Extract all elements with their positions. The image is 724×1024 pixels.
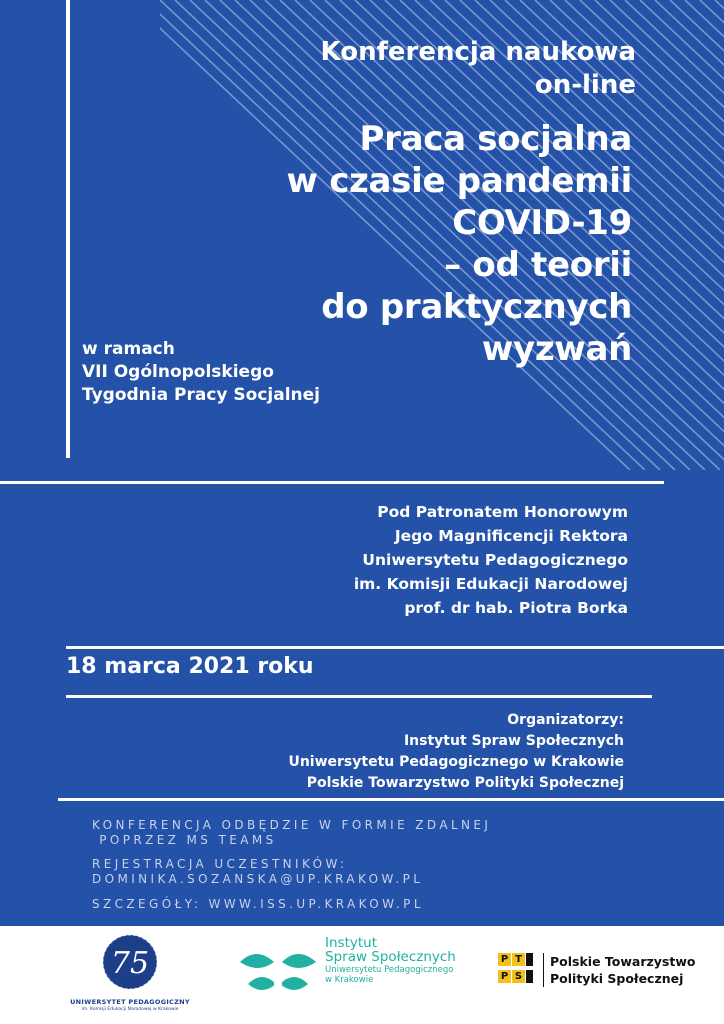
format-info	[92, 818, 491, 848]
title-line: wyzwań	[481, 329, 632, 369]
ptps-letter-box: P	[498, 953, 511, 966]
up-75-emblem-icon	[60, 926, 200, 996]
iss-name-line: Spraw Społecznych	[325, 949, 456, 965]
title-line: COVID-19	[452, 203, 632, 243]
registration-email-link[interactable]: DOMINIKA.SOZANSKA@UP.KRAKOW.PL	[92, 872, 424, 886]
divider-line	[58, 798, 724, 801]
organizers-line: Instytut Spraw Społecznych	[403, 733, 624, 749]
ptps-letter-box: S	[512, 970, 525, 983]
divider-line	[0, 481, 664, 484]
details-link[interactable]: SZCZEGÓŁY: WWW.ISS.UP.KRAKOW.PL	[92, 897, 424, 911]
divider-line	[66, 646, 724, 649]
context-line: w ramach	[82, 339, 175, 359]
conference-date: 18 marca 2021 roku	[66, 654, 314, 679]
title-line: – od teorii	[444, 245, 632, 285]
ptps-letter-box: P	[498, 970, 511, 983]
context-line: Tygodnia Pracy Socjalnej	[82, 385, 320, 405]
patronage-line: Uniwersytetu Pedagogicznego	[362, 551, 628, 569]
conference-context	[82, 338, 442, 407]
format-line: POPRZEZ MS TEAMS	[92, 833, 277, 847]
iss-name-line: Instytut	[325, 935, 377, 951]
patronage-line: prof. dr hab. Piotra Borka	[404, 599, 628, 617]
logo-footer	[0, 926, 724, 1024]
up-logo-name: UNIWERSYTET PEDAGOGICZNY	[70, 998, 190, 1006]
title-line: do praktycznych	[321, 287, 632, 327]
organizers-line: Polskie Towarzystwo Polityki Społecznej	[306, 775, 624, 791]
context-line: VII Ogólnopolskiego	[82, 362, 274, 382]
ptps-black-bar	[526, 953, 533, 966]
ptps-letter-box: T	[512, 953, 525, 966]
organizers-line: Uniwersytetu Pedagogicznego w Krakowie	[288, 754, 624, 770]
iss-sub-line: Uniwersytetu Pedagogicznego	[325, 965, 454, 975]
ptps-logo-name	[543, 953, 695, 987]
conference-title	[72, 118, 632, 370]
up-logo-sub: im. Komisji Edukacji Narodowej w Krakowie	[81, 1007, 179, 1012]
registration-info	[92, 857, 423, 887]
patronage-line: Pod Patronatem Honorowym	[377, 503, 628, 521]
title-line: w czasie pandemii	[286, 161, 632, 201]
up-logo-number: 75	[110, 946, 150, 981]
format-line: KONFERENCJA ODBĘDZIE W FORMIE ZDALNEJ	[92, 818, 492, 832]
registration-label: REJESTRACJA UCZESTNIKÓW:	[92, 857, 348, 871]
conference-type	[116, 36, 636, 102]
conference-type-line: on-line	[534, 70, 636, 100]
vertical-divider	[66, 0, 70, 458]
iss-leaves-icon	[236, 940, 320, 1002]
ptps-name-line: Polityki Społecznej	[550, 971, 684, 986]
divider-line	[66, 695, 652, 698]
conference-type-line: Konferencja naukowa	[320, 37, 636, 67]
iss-logo-name	[325, 936, 456, 964]
patronage-line: im. Komisji Edukacji Narodowej	[353, 575, 628, 593]
ptps-black-bar	[526, 970, 533, 983]
up-logo	[60, 926, 200, 1024]
organizers-line: Organizatorzy:	[507, 712, 624, 728]
iss-sub-line: w Krakowie	[325, 975, 374, 985]
iss-logo-sub	[325, 965, 453, 985]
ptps-name-line: Polskie Towarzystwo	[550, 954, 696, 969]
patronage-line: Jego Magnificencji Rektora	[394, 527, 628, 545]
organizers	[104, 710, 624, 794]
title-line: Praca socjalna	[359, 119, 632, 159]
honorary-patronage	[108, 500, 628, 620]
